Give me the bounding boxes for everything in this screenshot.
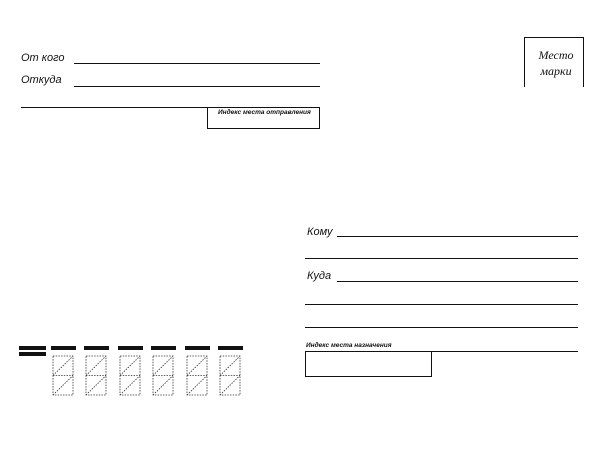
stamp-text-line1: Место bbox=[538, 48, 574, 62]
postcode-digit-cell-1 bbox=[53, 356, 73, 395]
to-label: Кому bbox=[307, 226, 333, 238]
from-where-label: Откуда bbox=[21, 74, 62, 86]
postcode-digit-cell-2 bbox=[86, 356, 106, 395]
postcode-digit-cell-3 bbox=[120, 356, 140, 395]
postcode-digit-cell-5 bbox=[187, 356, 207, 395]
stamp-text-line2: марки bbox=[540, 64, 572, 78]
origin-index-label: Индекс места отправления bbox=[218, 109, 311, 116]
from-label: От кого bbox=[21, 52, 65, 64]
destination-index-label: Индекс места назначения bbox=[306, 342, 392, 349]
postcode-digit-cell-4 bbox=[153, 356, 173, 395]
where-label: Куда bbox=[307, 270, 332, 282]
postcode-digit-cell-6 bbox=[220, 356, 240, 395]
